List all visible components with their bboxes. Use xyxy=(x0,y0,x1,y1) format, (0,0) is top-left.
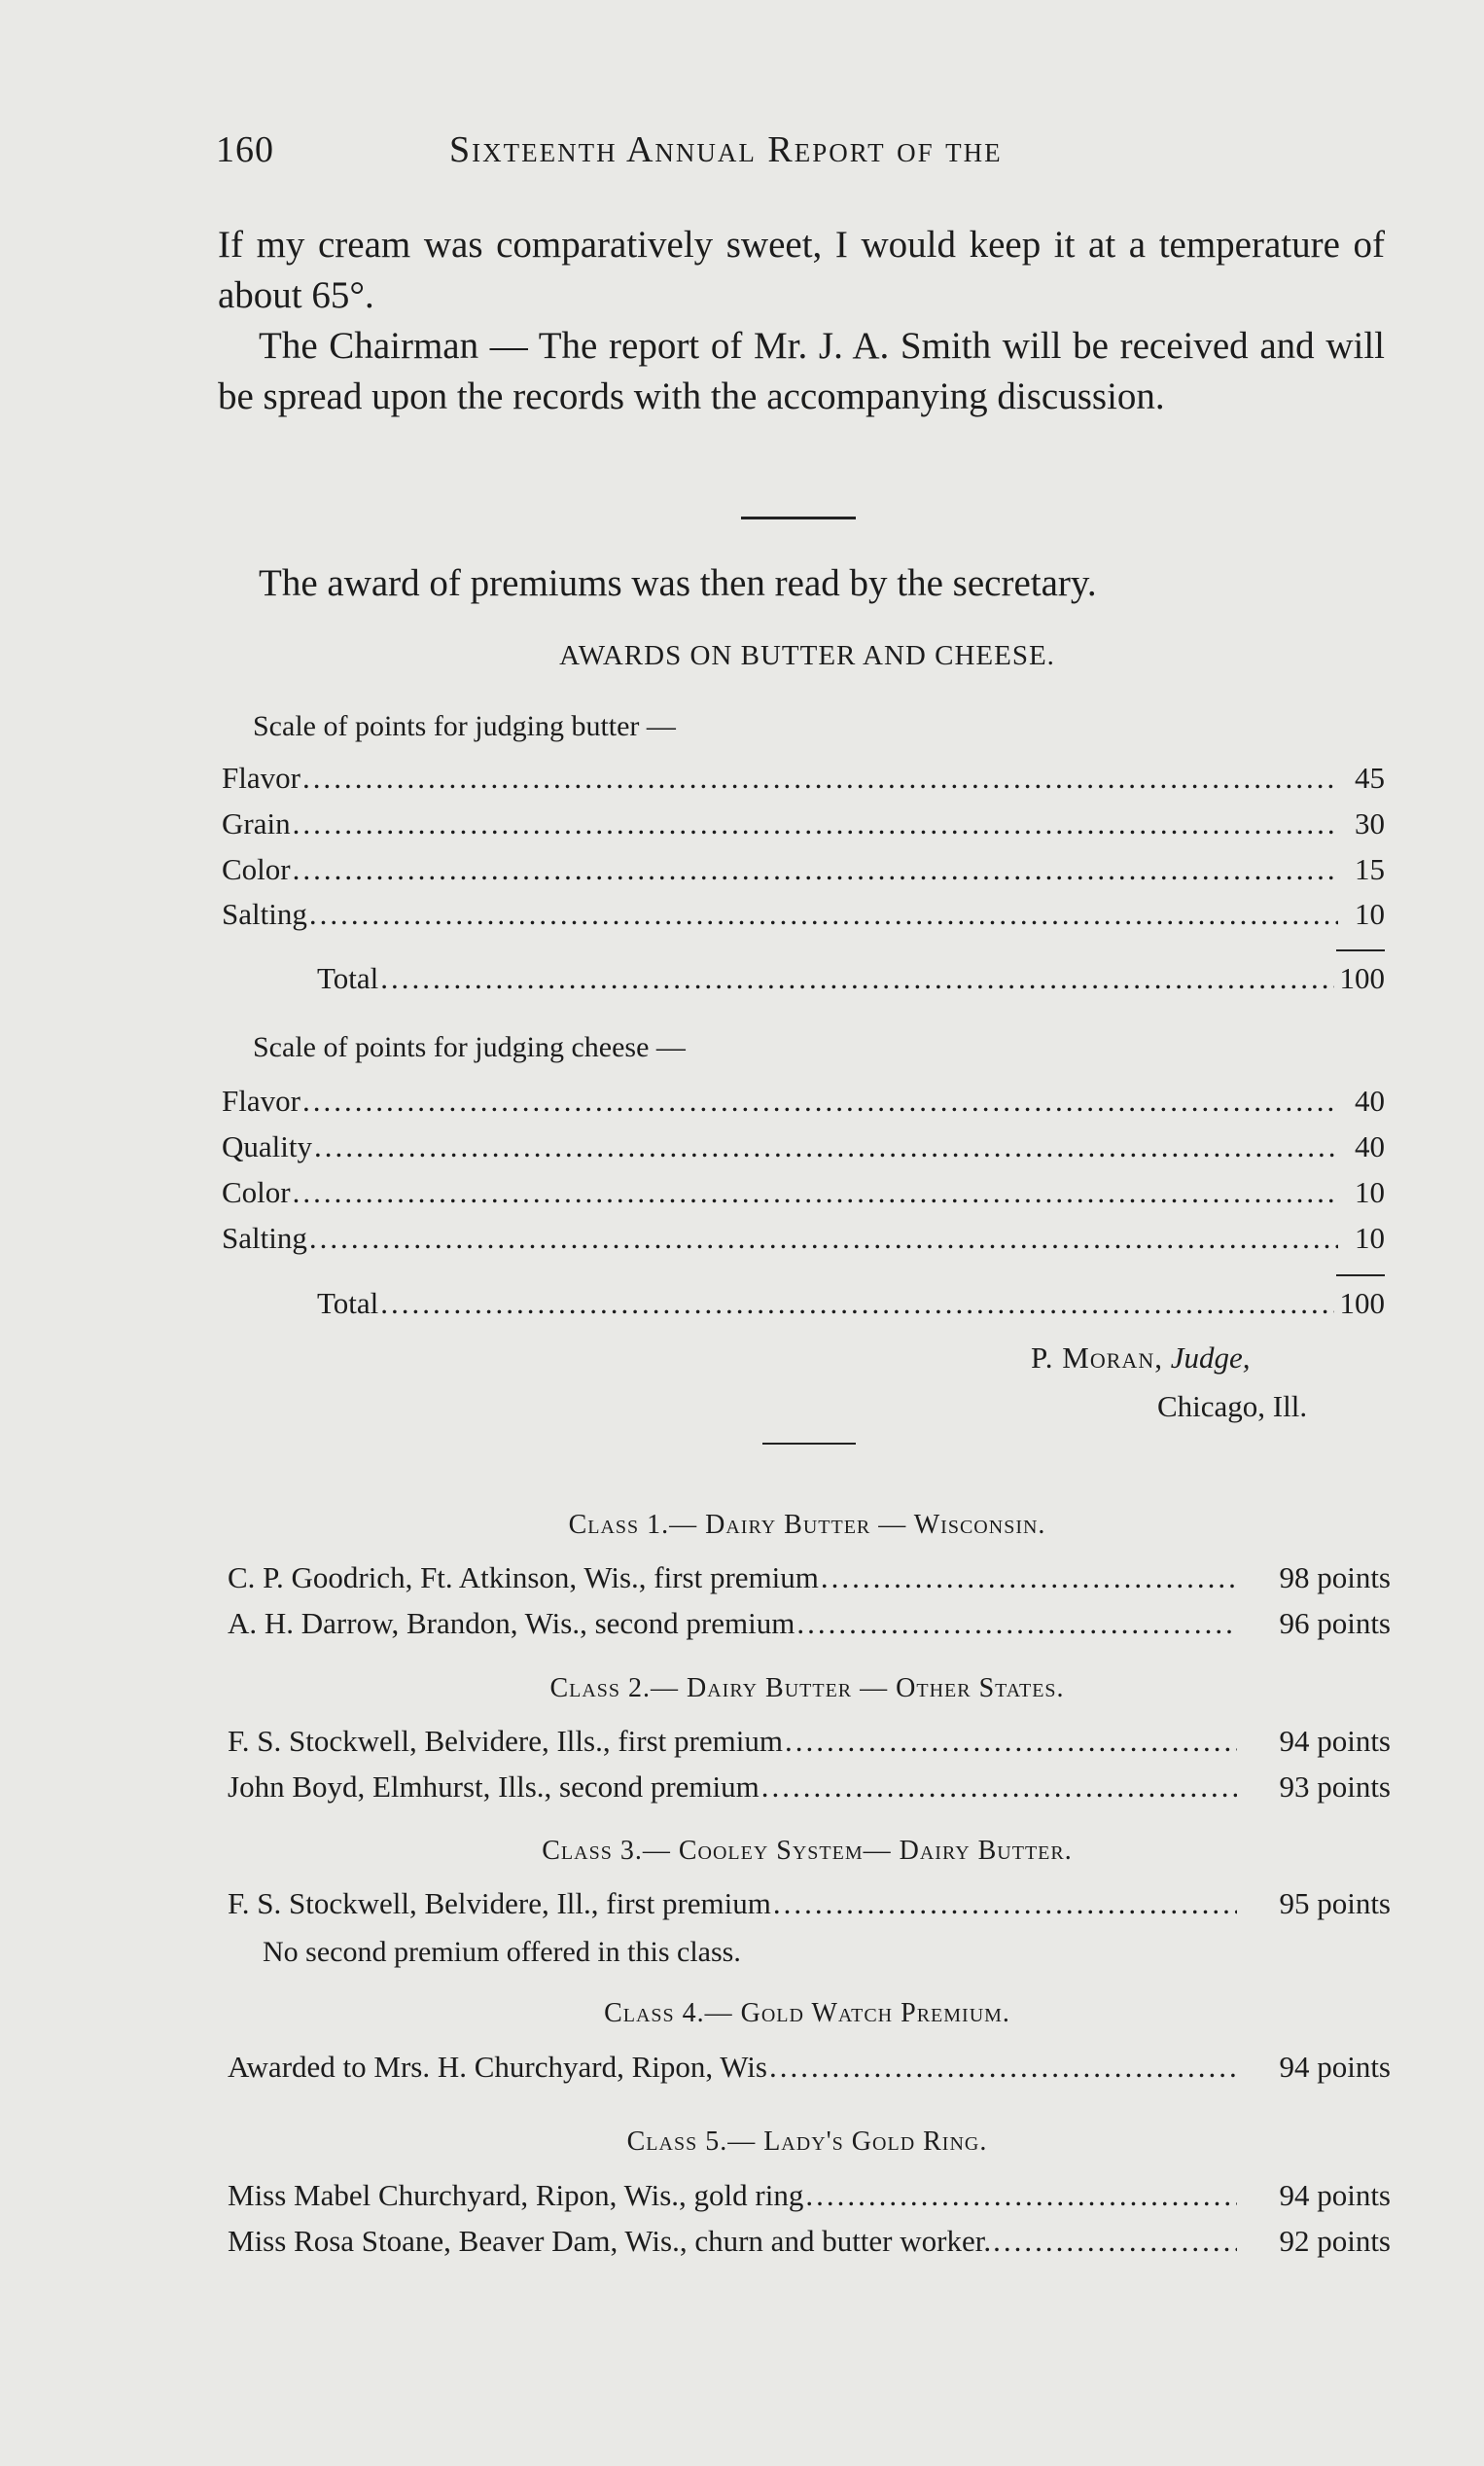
award-points: 95 points xyxy=(1279,1886,1391,1920)
butter-scale-total-row xyxy=(317,961,1385,1006)
scale-item-points: 45 xyxy=(1355,761,1385,795)
scale-item-name: Salting xyxy=(222,1221,307,1255)
scale-item-name: Color xyxy=(222,1175,291,1209)
scale-item-points: 10 xyxy=(1355,897,1385,931)
butter-scale-row-grain xyxy=(222,806,1385,851)
award-recipient: A. H. Darrow, Brandon, Wis., second premium xyxy=(228,1606,795,1640)
class-2-heading: Class 2.— Dairy Butter — Other States. xyxy=(549,1673,1065,1703)
judge-name: P. Moran, xyxy=(1031,1340,1163,1375)
judge-signature xyxy=(1031,1340,1251,1376)
cheese-scale-row-flavor xyxy=(222,1084,1385,1128)
leader-dots xyxy=(293,852,1338,887)
cheese-scale-row-color xyxy=(222,1175,1385,1220)
award-row xyxy=(228,1769,1391,1814)
awards-heading: AWARDS ON BUTTER AND CHEESE. xyxy=(559,640,1055,671)
scale-item-name: Quality xyxy=(222,1129,312,1163)
leader-dots xyxy=(309,897,1338,932)
award-row xyxy=(228,1886,1391,1931)
leader-dots xyxy=(769,2050,1237,2085)
leader-dots xyxy=(785,1724,1237,1759)
total-label: Total xyxy=(317,1286,379,1320)
scale-item-points: 30 xyxy=(1355,806,1385,840)
butter-scale-row-salting xyxy=(222,897,1385,942)
butter-sum-rule xyxy=(1336,949,1385,951)
award-row xyxy=(228,2178,1391,2223)
page-number: 160 xyxy=(216,129,274,170)
leader-dots xyxy=(293,1175,1338,1210)
award-row xyxy=(228,2224,1391,2269)
butter-scale-row-color xyxy=(222,852,1385,897)
class-4-heading: Class 4.— Gold Watch Premium. xyxy=(604,1998,1010,2028)
award-points: 94 points xyxy=(1279,2178,1391,2212)
leader-dots xyxy=(796,1606,1237,1641)
class-3-note: No second premium offered in this class. xyxy=(263,1936,741,1968)
total-label: Total xyxy=(317,961,379,995)
award-points: 96 points xyxy=(1279,1606,1391,1640)
leader-dots xyxy=(805,2178,1237,2213)
paragraph-chairman-remark: The Chairman — The report of Mr. J. A. Smith will be received and will be spread upon the records with the accompanying discussion. xyxy=(218,325,1385,417)
leader-dots xyxy=(773,1886,1237,1921)
leader-dots xyxy=(302,1084,1338,1119)
cheese-sum-rule xyxy=(1336,1274,1385,1276)
award-recipient: John Boyd, Elmhurst, Ills., second premium xyxy=(228,1769,760,1804)
leader-dots xyxy=(309,1221,1338,1256)
award-recipient: F. S. Stockwell, Belvidere, Ill., first premium xyxy=(228,1886,771,1920)
cheese-scale-label: Scale of points for judging cheese — xyxy=(253,1031,686,1063)
total-points: 100 xyxy=(1339,1286,1385,1320)
butter-scale-label: Scale of points for judging butter — xyxy=(253,710,676,742)
scale-item-name: Grain xyxy=(222,806,291,840)
award-points: 94 points xyxy=(1279,2050,1391,2084)
paragraph-cream-temperature: If my cream was comparatively sweet, I would keep it at a temperature of about 65°. xyxy=(218,224,1385,316)
award-row xyxy=(228,2050,1391,2094)
leader-dots xyxy=(821,1560,1237,1595)
scale-item-name: Flavor xyxy=(222,761,300,795)
judge-title: Judge, xyxy=(1170,1340,1251,1375)
cheese-scale-row-salting xyxy=(222,1221,1385,1266)
award-points: 92 points xyxy=(1279,2224,1391,2258)
award-recipient: C. P. Goodrich, Ft. Atkinson, Wis., first premium xyxy=(228,1560,819,1594)
cheese-scale-total-row xyxy=(317,1286,1385,1331)
award-points: 94 points xyxy=(1279,1724,1391,1758)
section-divider xyxy=(741,517,856,519)
award-points: 98 points xyxy=(1279,1560,1391,1594)
award-recipient: F. S. Stockwell, Belvidere, Ills., first premium xyxy=(228,1724,783,1758)
award-recipient: Miss Mabel Churchyard, Ripon, Wis., gold ring xyxy=(228,2178,804,2212)
cheese-scale-row-quality xyxy=(222,1129,1385,1174)
paragraph-award-intro: The award of premiums was then read by the secretary. xyxy=(259,562,1097,604)
award-points: 93 points xyxy=(1279,1769,1391,1804)
leader-dots xyxy=(302,761,1338,796)
total-points: 100 xyxy=(1339,961,1385,995)
butter-scale-row-flavor xyxy=(222,761,1385,805)
scale-item-name: Flavor xyxy=(222,1084,300,1118)
scale-item-points: 10 xyxy=(1355,1175,1385,1209)
class-1-heading: Class 1.— Dairy Butter — Wisconsin. xyxy=(568,1510,1046,1540)
leader-dots xyxy=(380,961,1333,996)
leader-dots xyxy=(293,806,1338,841)
award-row xyxy=(228,1606,1391,1651)
section-divider xyxy=(762,1443,856,1445)
scale-item-points: 10 xyxy=(1355,1221,1385,1255)
award-row xyxy=(228,1724,1391,1769)
scale-item-points: 15 xyxy=(1355,852,1385,886)
scale-item-points: 40 xyxy=(1355,1084,1385,1118)
scale-item-name: Salting xyxy=(222,897,307,931)
class-3-heading: Class 3.— Cooley System— Dairy Butter. xyxy=(542,1836,1073,1866)
leader-dots xyxy=(993,2224,1237,2259)
scale-item-points: 40 xyxy=(1355,1129,1385,1163)
award-recipient: Miss Rosa Stoane, Beaver Dam, Wis., churn and butter worker. xyxy=(228,2224,992,2258)
class-5-heading: Class 5.— Lady's Gold Ring. xyxy=(626,2126,988,2157)
award-row xyxy=(228,1560,1391,1605)
leader-dots xyxy=(380,1286,1333,1321)
leader-dots xyxy=(314,1129,1338,1164)
scale-item-name: Color xyxy=(222,852,291,886)
award-recipient: Awarded to Mrs. H. Churchyard, Ripon, Wis xyxy=(228,2050,767,2084)
running-title: Sixteenth Annual Report of the xyxy=(449,129,1003,170)
judge-city: Chicago, Ill. xyxy=(1157,1389,1308,1423)
leader-dots xyxy=(761,1769,1237,1805)
